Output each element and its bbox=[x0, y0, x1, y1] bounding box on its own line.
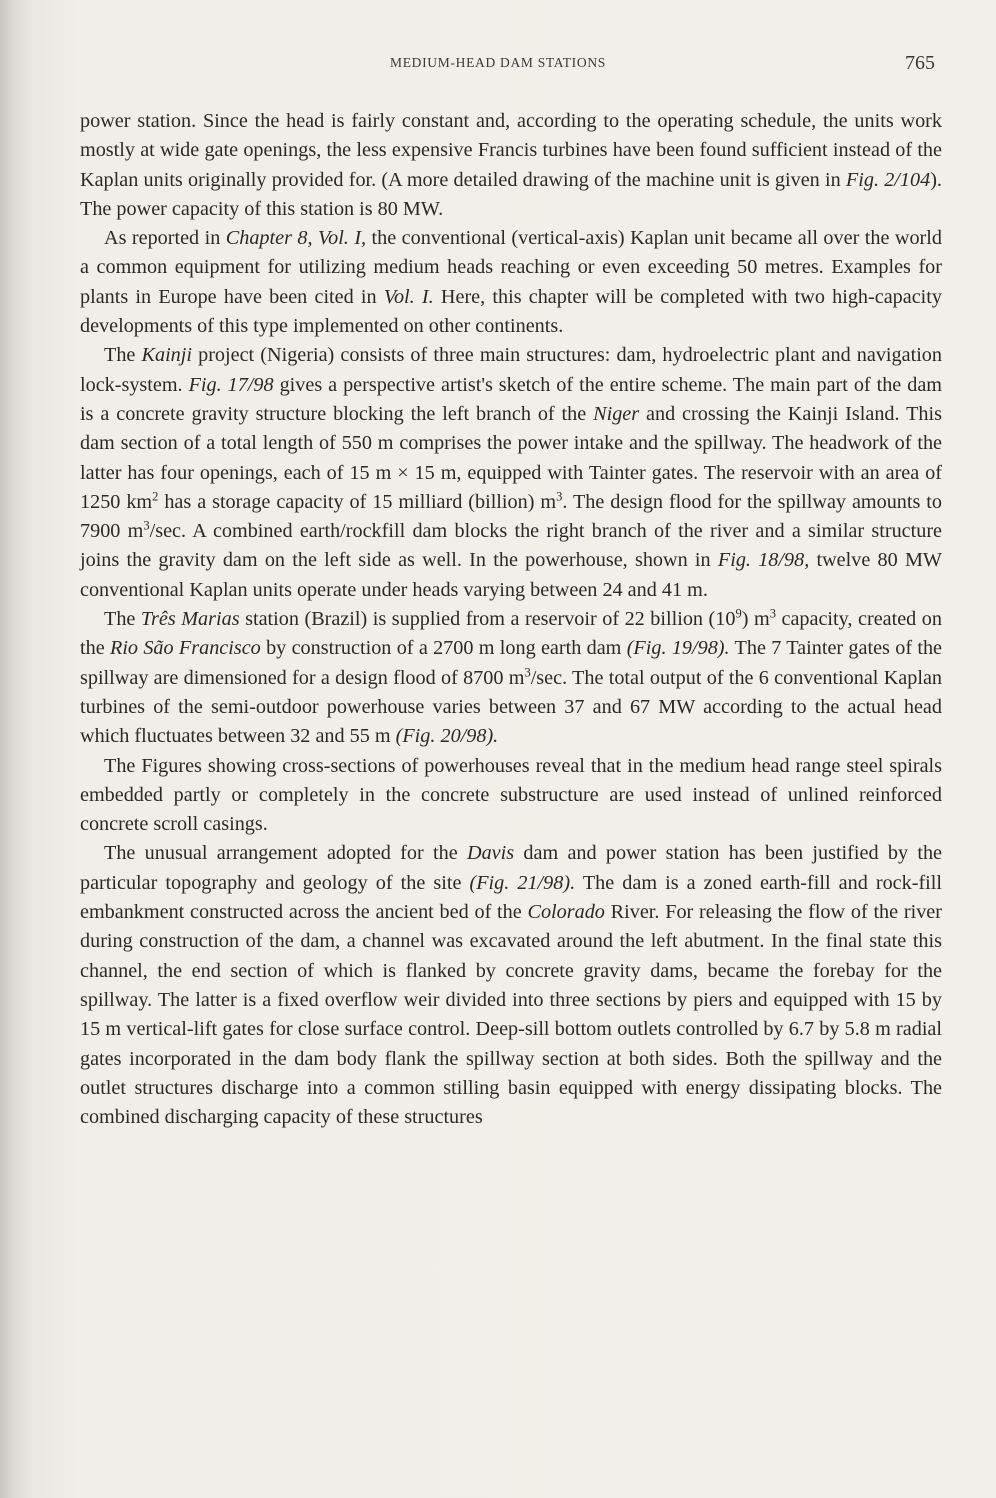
text-run: The bbox=[104, 608, 141, 631]
superscript: 2 bbox=[152, 489, 159, 504]
superscript: 9 bbox=[735, 606, 742, 621]
italic-run: (Fig. 20/98). bbox=[395, 725, 499, 748]
text-run: capacity, created on the bbox=[80, 608, 942, 660]
text-run: gives a perspective artist's sketch of the entire scheme. The main part of the dam is a concrete gravity structure blocking the left branch of the bbox=[80, 373, 942, 425]
paragraph bbox=[80, 341, 942, 605]
body-text bbox=[80, 107, 942, 1132]
text-run: /sec. The total output of the 6 conventional Kaplan turbines of the semi-outdoor powerhouse varies between 37 and 67 MW according to the actual head which fluctuates between 32 and 55 m bbox=[80, 666, 942, 748]
paragraph bbox=[80, 107, 942, 224]
text-run: dam and power station has been justified by the particular topography and geology of the site bbox=[80, 842, 943, 894]
paragraph bbox=[80, 752, 942, 840]
text-run: station (Brazil) is supplied from a reservoir of 22 billion (10 bbox=[239, 608, 736, 631]
text-run: /sec. A combined earth/rockfill dam blocks the right branch of the river and a similar structure joins the gravity dam on the left side as well. In the powerhouse, shown in bbox=[80, 520, 943, 572]
paragraph bbox=[80, 605, 942, 751]
text-run: Here, this chapter will be completed with two high-capacity developments of this type implemented on other continents. bbox=[80, 285, 942, 338]
text-run: by construction of a 2700 m long earth dam bbox=[260, 637, 627, 660]
italic-run: Rio São Francisco bbox=[109, 637, 261, 660]
italic-run: Niger bbox=[593, 402, 640, 425]
italic-run: Colorado bbox=[527, 901, 605, 924]
paragraph bbox=[80, 839, 942, 1132]
text-run: . The design flood for the spillway amounts to 7900 m bbox=[80, 490, 943, 543]
italic-run: Chapter 8, Vol. I, bbox=[225, 227, 367, 250]
italic-run: Vol. I. bbox=[383, 285, 434, 308]
page-number: 765 bbox=[905, 52, 935, 74]
text-run: twelve 80 MW conventional Kaplan units operate under heads varying between 24 and 41 m. bbox=[80, 549, 942, 601]
paragraph bbox=[80, 224, 942, 341]
superscript: 3 bbox=[769, 606, 776, 621]
text-run: power station. Since the head is fairly constant and, according to the operating schedule, the units work mostly at wide gate openings, the less expensive Francis turbines have been found sufficient instead of the Kaplan units originally provided for. (A more detailed drawing of the machine unit is given in bbox=[80, 110, 942, 191]
text-run: The 7 Tainter gates of the spillway are dimensioned for a design flood of 8700 m bbox=[80, 637, 943, 689]
text-run: The Figures showing cross-sections of powerhouses reveal that in the medium head range steel spirals embedded partly or completely in the concrete substructure are used instead of unlined reinforced concrete scroll casings. bbox=[80, 754, 942, 836]
superscript: 3 bbox=[556, 489, 563, 504]
text-run: ) m bbox=[741, 608, 770, 631]
italic-run: (Fig. 19/98). bbox=[626, 637, 730, 660]
text-run: River. For releasing the flow of the river during construction of the dam, a channel was excavated around the left abutment. In the final state this channel, the end section of which is flanked by concrete gravity dams, became the forebay for the spillway. The latter is a fixed overflow weir divided into three sections by piers and equipped with 15 by 15 m vertical-lift gates for close surface control. Deep-sill bottom outlets controlled by 6.7 by 5.8 m radial gates incorporated in the dam body flank the spillway section at both sides. Both the spillway and the outlet structures discharge into a common stilling basin equipped with energy dissipating blocks. The combined discharging capacity of these structures bbox=[80, 901, 942, 1129]
text-run: The bbox=[104, 344, 142, 367]
italic-run: (Fig. 21/98). bbox=[469, 871, 576, 894]
text-run: The dam is a zoned earth-fill and rock-fill embankment constructed across the ancient bed of the bbox=[80, 871, 942, 924]
italic-run: Fig. 17/98 bbox=[188, 373, 274, 396]
text-run: the conventional (vertical-axis) Kaplan unit became all over the world a common equipment for utilizing medium heads reaching or even exceeding 50 metres. Examples for plants in Europe have been cited in bbox=[80, 227, 942, 308]
italic-run: Fig. 18/98, bbox=[717, 549, 810, 572]
italic-run: Fig. 2/104 bbox=[845, 168, 931, 191]
italic-run: Três Marias bbox=[140, 608, 240, 631]
text-run: and crossing the Kainji Island. This dam section of a total length of 550 m comprises the power intake and the spillway. The headwork of the latter has four openings, each of 15 m × 15 m, equipped with Tainter gates. The reservoir with an area of 1250 km bbox=[80, 402, 942, 513]
italic-run: Davis bbox=[466, 842, 515, 865]
text-run: ). The power capacity of this station is 80 MW. bbox=[80, 168, 942, 220]
superscript: 3 bbox=[524, 664, 531, 679]
text-run: has a storage capacity of 15 milliard (billion) m bbox=[158, 490, 557, 513]
text-run: As reported in bbox=[104, 227, 226, 250]
text-run: The unusual arrangement adopted for the bbox=[104, 842, 467, 865]
running-head: MEDIUM-HEAD DAM STATIONS bbox=[390, 55, 606, 70]
text-run: project (Nigeria) consists of three main structures: dam, hydroelectric plant and navigation lock-system. bbox=[80, 344, 942, 396]
superscript: 3 bbox=[143, 518, 150, 533]
italic-run: Kainji bbox=[141, 344, 192, 367]
